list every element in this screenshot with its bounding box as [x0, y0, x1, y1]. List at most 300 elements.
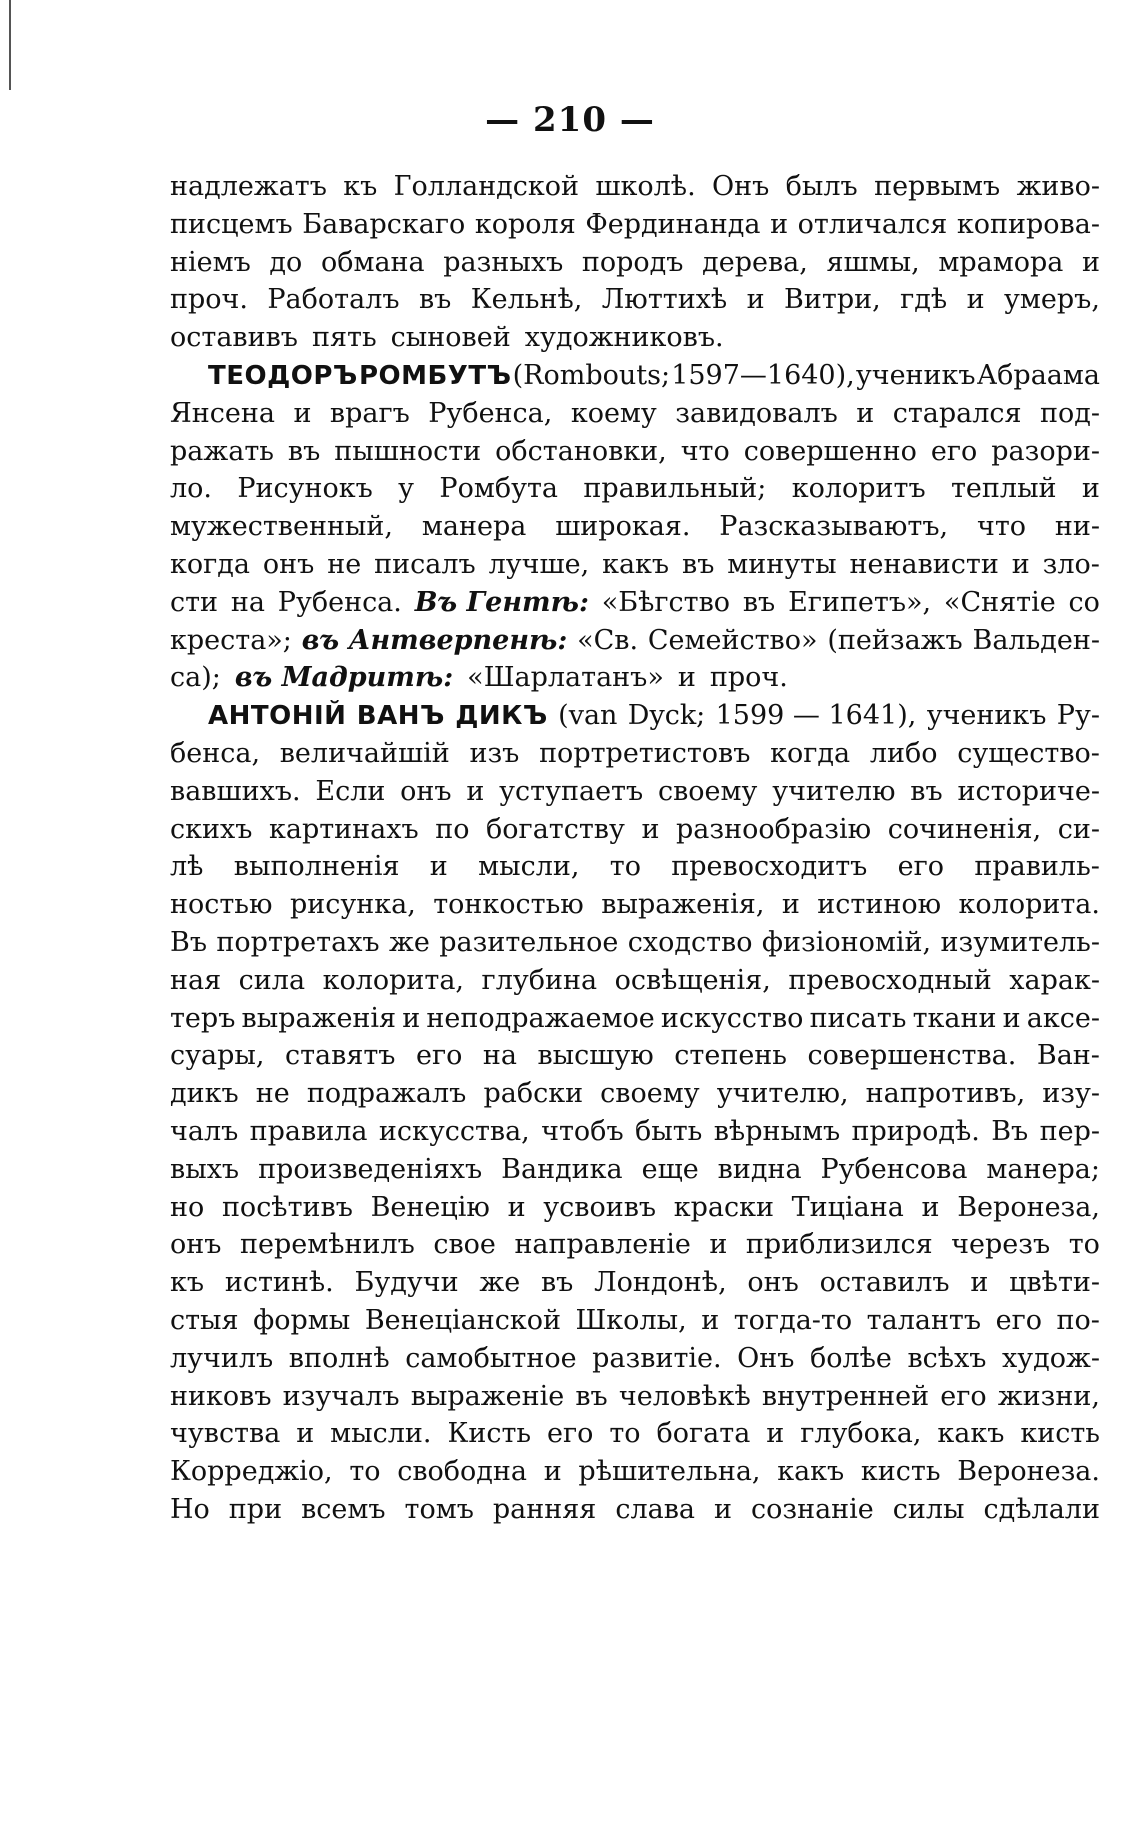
word: манера [421, 511, 527, 543]
word: всемъ [301, 1493, 386, 1525]
word: суары, [170, 1040, 265, 1072]
word: изъ [469, 737, 520, 769]
text-line [170, 773, 1100, 811]
text-line [170, 1378, 1100, 1416]
word: и [921, 1191, 940, 1223]
text-line [170, 924, 1100, 962]
word: къ [170, 1267, 205, 1299]
word: Рубенсова [820, 1153, 968, 1185]
word: слава [615, 1493, 695, 1525]
word: напротивъ, [865, 1078, 1026, 1110]
word: «Шарлатанъ» [467, 662, 664, 694]
word: Египетъ», [788, 586, 932, 618]
word: своему [600, 1078, 700, 1110]
word: широкая. [555, 511, 691, 543]
word: произведеніяхъ [258, 1153, 483, 1185]
word: надлежатъ [170, 171, 327, 202]
word: и [709, 1229, 728, 1261]
word: ученикъ [926, 700, 1047, 732]
word: Будучи [354, 1267, 459, 1299]
word: черезъ [951, 1229, 1051, 1261]
word: колорита, [322, 964, 465, 996]
word: Школы, [575, 1304, 687, 1336]
word: ставятъ [284, 1040, 396, 1072]
word: Рисунокъ [237, 473, 373, 505]
word: когда [170, 548, 250, 580]
word: изучалъ [282, 1380, 400, 1412]
word: Витри, [784, 284, 881, 316]
word: «Св. [577, 624, 639, 656]
word: рисунка, [289, 889, 416, 921]
word: «Бѣгство [601, 586, 731, 618]
text-line [170, 1302, 1100, 1340]
text-line [170, 735, 1100, 773]
word: Разсказываютъ, [719, 511, 949, 543]
word: не [255, 1078, 290, 1110]
text-line [170, 1226, 1100, 1264]
word: Онъ [712, 171, 770, 202]
word: томъ [404, 1493, 474, 1525]
word: и [701, 1304, 720, 1336]
word: гдѣ [900, 284, 948, 316]
text-line [170, 584, 1100, 622]
scan-edge-rule [9, 0, 11, 90]
text-line [170, 395, 1100, 433]
word: обстановки, [495, 435, 667, 467]
word: первымъ [874, 171, 1001, 202]
word: со [1068, 586, 1100, 618]
word: сдѣлали [983, 1493, 1100, 1525]
word: Люттихѣ [601, 284, 728, 316]
word: и [507, 1191, 526, 1223]
word: человѣкѣ [618, 1380, 751, 1412]
word: Въ [170, 926, 208, 958]
word: чалъ [170, 1115, 239, 1147]
word: его [897, 851, 945, 883]
word: короля [474, 208, 576, 240]
word: Рубенса, [428, 397, 553, 429]
word: картинахъ [268, 813, 419, 845]
word: вавшихъ. [170, 775, 301, 807]
word: сыновей [390, 322, 511, 354]
word: Вандика [501, 1153, 623, 1185]
word: и [543, 1456, 562, 1488]
word: талантъ [866, 1304, 982, 1336]
word: Кельнѣ, [470, 284, 583, 316]
word: 1597—1640), [671, 359, 855, 391]
word: пер- [1039, 1115, 1100, 1147]
text-line [170, 1075, 1100, 1113]
word: скихъ [170, 813, 253, 845]
word: разительное [439, 926, 619, 958]
word: (van [558, 700, 618, 732]
word: въ [682, 548, 715, 580]
word: коему [570, 397, 657, 429]
word: худож- [1002, 1342, 1100, 1374]
word: формы [253, 1304, 351, 1336]
word: минуты [727, 548, 837, 580]
word: его [995, 1304, 1042, 1336]
word: Венеціанской [364, 1304, 561, 1336]
word: и [1002, 1002, 1021, 1034]
word: краски [673, 1191, 774, 1223]
word: Янсена [170, 397, 275, 429]
text-line [170, 357, 1100, 395]
word: дерева, [702, 246, 808, 278]
word: то [609, 1418, 641, 1450]
word: вѣрнымъ [713, 1115, 841, 1147]
word: сти [170, 586, 219, 618]
word: же [389, 926, 430, 958]
word: не [327, 548, 362, 580]
word: зло- [1042, 548, 1100, 580]
word: и [429, 851, 448, 883]
word: теръ [170, 1002, 236, 1034]
word: превосходитъ [671, 851, 868, 883]
word: его [930, 435, 978, 467]
word: разныхъ [443, 246, 564, 278]
word: и [966, 284, 985, 316]
word: са); [170, 662, 221, 694]
word: своему [657, 775, 758, 807]
page-number: — 210 — [485, 100, 655, 140]
word: кисть [1020, 1418, 1100, 1450]
location-label: въ Антверпенѣ: [301, 624, 568, 656]
word: какъ [937, 1418, 1005, 1450]
word: искусство [660, 1002, 804, 1034]
text-line [170, 1151, 1100, 1189]
text-line [170, 433, 1100, 471]
word: Если [315, 775, 386, 807]
artist-name: ТЕОДОРЪ [208, 360, 358, 391]
word: мужественный, [170, 511, 394, 543]
word: и [856, 397, 875, 429]
word: манера; [986, 1153, 1100, 1185]
word: кисть [860, 1456, 941, 1488]
text-line [170, 206, 1100, 244]
word: величайшій [279, 737, 450, 769]
body-text [170, 168, 1100, 1529]
word: истиною [817, 889, 942, 921]
word: высшую [537, 1040, 654, 1072]
word: до [269, 246, 303, 278]
word: когда [770, 737, 851, 769]
word: Веронеза. [957, 1456, 1100, 1488]
word: ная [170, 964, 222, 996]
word: онъ [747, 1267, 799, 1299]
word: умеръ, [1004, 284, 1100, 316]
word: свободна [397, 1456, 528, 1488]
word: теплый [951, 473, 1057, 505]
text-line [170, 1000, 1100, 1038]
text-line [170, 1264, 1100, 1302]
text-line [170, 1037, 1100, 1075]
word: копирова- [956, 208, 1100, 240]
word: превосходный [788, 964, 992, 996]
word: онъ [400, 775, 452, 807]
word: аксе- [1026, 1002, 1100, 1034]
word: чувства [170, 1418, 281, 1450]
text-line [170, 1189, 1100, 1227]
word: Рубенса. [277, 586, 402, 618]
word: его [547, 1418, 594, 1450]
word: но [170, 1191, 205, 1223]
word: мысли, [478, 851, 580, 883]
word: и [677, 662, 696, 694]
word: освѣщенія, [614, 964, 771, 996]
word: самобытное [405, 1342, 577, 1374]
word: и [1011, 548, 1030, 580]
word: перемѣнилъ [239, 1229, 415, 1261]
word: совершенно [743, 435, 917, 467]
word: (пейзажъ [827, 624, 963, 656]
word: и [641, 813, 660, 845]
word: дикъ [170, 1078, 239, 1110]
word: по- [1056, 1304, 1100, 1336]
text-line [170, 886, 1100, 924]
word: ни- [1054, 511, 1100, 543]
word: выраженія [241, 1002, 397, 1034]
word: на [482, 1040, 517, 1072]
word: отличался [797, 208, 948, 240]
word: при [228, 1493, 283, 1525]
word: учителю, [716, 1078, 849, 1110]
word: Онъ [737, 1342, 795, 1374]
word: какъ [777, 1456, 845, 1488]
word: писалъ [374, 548, 476, 580]
word: Но [170, 1493, 210, 1525]
word: существо- [957, 737, 1100, 769]
word: болѣе [809, 1342, 892, 1374]
word: совершенства. [807, 1040, 1017, 1072]
word: Работалъ [267, 284, 400, 316]
word: неподражаемое [426, 1002, 655, 1034]
word: тонкостью [433, 889, 584, 921]
word: и [781, 889, 800, 921]
text-line [170, 1415, 1100, 1453]
word: искусства, [378, 1115, 530, 1147]
word: Корреджіо, [170, 1456, 333, 1488]
word: ражать [170, 435, 274, 467]
word: колорита. [958, 889, 1100, 921]
word: и [766, 1418, 785, 1450]
text-line [170, 508, 1100, 546]
word: и [296, 1418, 315, 1450]
word: правила [249, 1115, 368, 1147]
word: Кисть [447, 1418, 532, 1450]
word: внутренней [761, 1380, 930, 1412]
word: и [1081, 246, 1100, 278]
word: ненависти [849, 548, 999, 580]
word: Ру- [1056, 700, 1100, 732]
text-line [170, 962, 1100, 1000]
word: правиль- [974, 851, 1100, 883]
word: школѣ. [595, 171, 696, 202]
word: къ [343, 171, 378, 202]
word: и [770, 208, 789, 240]
word: Dyck; [627, 700, 706, 732]
word: ученикъ [855, 359, 976, 391]
word: выраженія, [601, 889, 765, 921]
word: врагъ [329, 397, 410, 429]
word: силы [892, 1493, 965, 1525]
text-line [170, 168, 1100, 206]
word: Фердинанда [585, 208, 761, 240]
word: въ [287, 435, 321, 467]
word: истинѣ. [224, 1267, 334, 1299]
word: видна [717, 1153, 802, 1185]
word: портретахъ [216, 926, 380, 958]
word: стыя [170, 1304, 239, 1336]
word: сознаніе [750, 1493, 874, 1525]
word: чтобъ [541, 1115, 624, 1147]
word: выраженіе [410, 1380, 565, 1412]
word: ткани [912, 1002, 997, 1034]
word: Баварскаго [302, 208, 466, 240]
word: усвоивъ [543, 1191, 657, 1223]
word: обмана [320, 246, 425, 278]
word: мысли. [330, 1418, 432, 1450]
word: что [976, 511, 1027, 543]
text-line [170, 659, 1100, 697]
artist-name: РОМБУТЪ [358, 360, 512, 391]
word: природѣ. [851, 1115, 980, 1147]
word: колоритъ [791, 473, 926, 505]
word: проч. [709, 662, 788, 694]
word: Голландской [393, 171, 580, 202]
word: тогда-то [733, 1304, 853, 1336]
word: его [415, 1040, 463, 1072]
word: въ [910, 775, 943, 807]
word: старался [892, 397, 1022, 429]
word: глубока, [800, 1418, 922, 1450]
word: ностью [170, 889, 273, 921]
word: бенса, [170, 737, 261, 769]
word: учителю [772, 775, 896, 807]
word: рабски [483, 1078, 584, 1110]
word: посѣтивъ [221, 1191, 353, 1223]
word: направленіе [514, 1229, 691, 1261]
word: ранняя [492, 1493, 597, 1525]
word: художниковъ. [524, 322, 724, 354]
word: си- [1057, 813, 1100, 845]
word: по [435, 813, 470, 845]
word: пять [312, 322, 377, 354]
word: выхъ [170, 1153, 240, 1185]
word: жизни, [997, 1380, 1100, 1412]
word: и [713, 1493, 732, 1525]
word: Лондонѣ, [594, 1267, 727, 1299]
word: выполненія [233, 851, 400, 883]
word: никовъ [170, 1380, 272, 1412]
text-line [170, 1340, 1100, 1378]
text-line [170, 622, 1100, 660]
word: породъ [581, 246, 684, 278]
word: всѣхъ [907, 1342, 987, 1374]
word: (Rombouts; [512, 359, 671, 391]
word: проч. [170, 284, 248, 316]
word: и [402, 1002, 421, 1034]
word: подражалъ [306, 1078, 467, 1110]
word: рѣшительна, [578, 1456, 761, 1488]
word: въ [575, 1380, 608, 1412]
word: Венецію [370, 1191, 490, 1223]
word: богата [656, 1418, 751, 1450]
word: пышности [334, 435, 482, 467]
word: под- [1040, 397, 1100, 429]
word: у [398, 473, 415, 505]
word: Тиціана [791, 1191, 904, 1223]
word: креста»; [170, 624, 292, 656]
word: свое [433, 1229, 496, 1261]
word: и [1081, 473, 1100, 505]
artist-name: АНТОНІЙ [208, 701, 347, 732]
word: живо- [1016, 171, 1100, 202]
word: онъ [262, 548, 315, 580]
text-line [170, 1453, 1100, 1491]
word: портретистовъ [539, 737, 751, 769]
word: Вальден- [972, 624, 1100, 656]
word: цвѣти- [1009, 1267, 1100, 1299]
word: Семейство» [647, 624, 818, 656]
word: правильный; [583, 473, 767, 505]
word: то [609, 851, 641, 883]
text-line [170, 281, 1100, 319]
text-line [170, 319, 1100, 357]
word: завидовалъ [675, 397, 838, 429]
word: на [230, 586, 265, 618]
word: и [466, 775, 485, 807]
word: еще [641, 1153, 699, 1185]
word: какъ [602, 548, 670, 580]
word: Веронеза, [957, 1191, 1100, 1223]
word: приблизился [745, 1229, 933, 1261]
word: изу- [1042, 1078, 1100, 1110]
word: въ [418, 284, 452, 316]
word: ло. [170, 473, 212, 505]
word: харак- [1009, 964, 1100, 996]
text-line [170, 1491, 1100, 1529]
word: оставилъ [819, 1267, 950, 1299]
word: разори- [991, 435, 1100, 467]
location-label: Въ Гентѣ: [414, 586, 589, 618]
word: Абраама [976, 359, 1100, 391]
word: же [479, 1267, 521, 1299]
artist-name: ВАНЪ [356, 701, 445, 732]
text-line [170, 1113, 1100, 1151]
word: уступаетъ [499, 775, 644, 807]
word: лучилъ [170, 1342, 274, 1374]
text-line [170, 811, 1100, 849]
text-line [170, 546, 1100, 584]
word: быть [634, 1115, 703, 1147]
word: сходство [627, 926, 753, 958]
word: физіономій, [761, 926, 932, 958]
word: лучше, [488, 548, 590, 580]
word: оставивъ [170, 322, 298, 354]
text-line [170, 244, 1100, 282]
artist-name: ДИКЪ [455, 701, 548, 732]
word: глубина [481, 964, 598, 996]
word: сила [238, 964, 306, 996]
word: Въ [991, 1115, 1029, 1147]
word: 1599 — 1641), [715, 700, 917, 732]
word: Ромбута [439, 473, 559, 505]
word: разнообразію [676, 813, 872, 845]
word: богатству [486, 813, 625, 845]
word: «Снятіе [943, 586, 1056, 618]
word: писать [809, 1002, 907, 1034]
